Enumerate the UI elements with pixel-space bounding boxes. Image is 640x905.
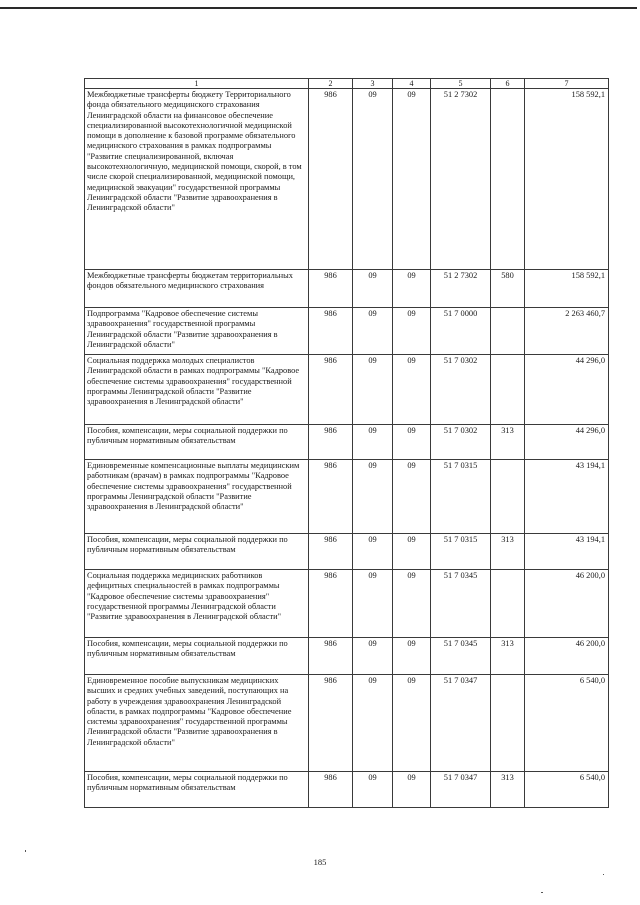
header-cell: 7 bbox=[525, 79, 609, 89]
table-header-row bbox=[85, 79, 609, 89]
expense-type-cell bbox=[491, 460, 525, 534]
section-cell: 09 bbox=[353, 308, 393, 355]
code-cell: 986 bbox=[309, 89, 353, 270]
code-cell: 986 bbox=[309, 534, 353, 570]
table-row bbox=[85, 675, 609, 772]
subsection-cell: 09 bbox=[393, 772, 431, 808]
amount-cell: 44 296,0 bbox=[525, 355, 609, 425]
section-cell: 09 bbox=[353, 534, 393, 570]
row-name-cell: Социальная поддержка молодых специалистов Ленинградской области в рамках подпрограммы "Кадровое обеспечение системы здравоохранения" государственной программы Ленинградской области "Развитие здравоохранения в Ленинградской области" bbox=[85, 355, 309, 425]
target-article-cell: 51 2 7302 bbox=[431, 89, 491, 270]
top-rule bbox=[0, 7, 637, 9]
row-name-cell: Межбюджетные трансферты бюджету Территориального фонда обязательного медицинского страхования Ленинградской области на финансовое обеспечение специализированной высокотехнологичной медицинской помощи в дополнение к базовой программе обязательного медицинского страхования в рамках подпрограммы "Развитие специализированной, включая высокотехнологичную, медицинской помощи, скорой, в том числе скорой специализированной, медицинской помощи, медицинской эвакуации" государственной программы Ленинградской области "Развитие здравоохранения в Ленинградской области" bbox=[85, 89, 309, 270]
section-cell: 09 bbox=[353, 355, 393, 425]
subsection-cell: 09 bbox=[393, 460, 431, 534]
code-cell: 986 bbox=[309, 355, 353, 425]
amount-cell: 46 200,0 bbox=[525, 570, 609, 638]
amount-cell: 6 540,0 bbox=[525, 675, 609, 772]
amount-cell: 6 540,0 bbox=[525, 772, 609, 808]
code-cell: 986 bbox=[309, 772, 353, 808]
section-cell: 09 bbox=[353, 772, 393, 808]
header-cell: 4 bbox=[393, 79, 431, 89]
table-row bbox=[85, 308, 609, 355]
expense-type-cell: 313 bbox=[491, 772, 525, 808]
amount-cell: 43 194,1 bbox=[525, 460, 609, 534]
target-article-cell: 51 7 0000 bbox=[431, 308, 491, 355]
code-cell: 986 bbox=[309, 425, 353, 460]
expense-type-cell: 580 bbox=[491, 270, 525, 308]
code-cell: 986 bbox=[309, 308, 353, 355]
code-cell: 986 bbox=[309, 675, 353, 772]
row-name-cell: Социальная поддержка медицинских работников дефицитных специальностей в рамках подпрограммы "Кадровое обеспечение системы здравоохранения" государственной программы Ленинградской области "Развитие здравоохранения в Ленинградской области" bbox=[85, 570, 309, 638]
subsection-cell: 09 bbox=[393, 355, 431, 425]
table-row bbox=[85, 570, 609, 638]
amount-cell: 2 263 460,7 bbox=[525, 308, 609, 355]
expense-type-cell: 313 bbox=[491, 425, 525, 460]
row-name-cell: Единовременные компенсационные выплаты медицинским работникам (врачам) в рамках подпрограммы "Кадровое обеспечение системы здравоохранения" государственной программы Ленинградской области "Развитие здравоохранения в Ленинградской области" bbox=[85, 460, 309, 534]
table-row bbox=[85, 355, 609, 425]
table-row bbox=[85, 460, 609, 534]
subsection-cell: 09 bbox=[393, 570, 431, 638]
header-cell: 6 bbox=[491, 79, 525, 89]
row-name-cell: Пособия, компенсации, меры социальной поддержки по публичным нормативным обязательствам bbox=[85, 534, 309, 570]
section-cell: 09 bbox=[353, 89, 393, 270]
expense-type-cell bbox=[491, 89, 525, 270]
header-cell: 3 bbox=[353, 79, 393, 89]
table-row bbox=[85, 772, 609, 808]
code-cell: 986 bbox=[309, 638, 353, 675]
section-cell: 09 bbox=[353, 638, 393, 675]
subsection-cell: 09 bbox=[393, 270, 431, 308]
table-row bbox=[85, 425, 609, 460]
amount-cell: 46 200,0 bbox=[525, 638, 609, 675]
table-row bbox=[85, 89, 609, 270]
expense-type-cell: 313 bbox=[491, 534, 525, 570]
section-cell: 09 bbox=[353, 570, 393, 638]
target-article-cell: 51 7 0345 bbox=[431, 570, 491, 638]
row-name-cell: Пособия, компенсации, меры социальной поддержки по публичным нормативным обязательствам bbox=[85, 638, 309, 675]
target-article-cell: 51 2 7302 bbox=[431, 270, 491, 308]
expense-type-cell bbox=[491, 675, 525, 772]
section-cell: 09 bbox=[353, 425, 393, 460]
expense-type-cell bbox=[491, 570, 525, 638]
scan-speck bbox=[603, 874, 604, 875]
code-cell: 986 bbox=[309, 270, 353, 308]
target-article-cell: 51 7 0302 bbox=[431, 355, 491, 425]
subsection-cell: 09 bbox=[393, 534, 431, 570]
expense-type-cell bbox=[491, 308, 525, 355]
subsection-cell: 09 bbox=[393, 675, 431, 772]
row-name-cell: Пособия, компенсации, меры социальной поддержки по публичным нормативным обязательствам bbox=[85, 772, 309, 808]
target-article-cell: 51 7 0302 bbox=[431, 425, 491, 460]
target-article-cell: 51 7 0347 bbox=[431, 675, 491, 772]
row-name-cell: Пособия, компенсации, меры социальной поддержки по публичным нормативным обязательствам bbox=[85, 425, 309, 460]
code-cell: 986 bbox=[309, 570, 353, 638]
section-cell: 09 bbox=[353, 675, 393, 772]
subsection-cell: 09 bbox=[393, 308, 431, 355]
amount-cell: 44 296,0 bbox=[525, 425, 609, 460]
subsection-cell: 09 bbox=[393, 425, 431, 460]
table-row bbox=[85, 270, 609, 308]
scan-speck bbox=[541, 892, 543, 893]
target-article-cell: 51 7 0315 bbox=[431, 460, 491, 534]
row-name-cell: Подпрограмма "Кадровое обеспечение системы здравоохранения" государственной программы Ленинградской области "Развитие здравоохранения в Ленинградской области" bbox=[85, 308, 309, 355]
subsection-cell: 09 bbox=[393, 89, 431, 270]
subsection-cell: 09 bbox=[393, 638, 431, 675]
header-cell: 5 bbox=[431, 79, 491, 89]
table-row bbox=[85, 638, 609, 675]
table-row bbox=[85, 534, 609, 570]
amount-cell: 158 592,1 bbox=[525, 270, 609, 308]
section-cell: 09 bbox=[353, 460, 393, 534]
expense-type-cell: 313 bbox=[491, 638, 525, 675]
row-name-cell: Межбюджетные трансферты бюджетам территориальных фондов обязательного медицинского страхования bbox=[85, 270, 309, 308]
target-article-cell: 51 7 0315 bbox=[431, 534, 491, 570]
header-cell: 2 bbox=[309, 79, 353, 89]
target-article-cell: 51 7 0347 bbox=[431, 772, 491, 808]
expense-type-cell bbox=[491, 355, 525, 425]
target-article-cell: 51 7 0345 bbox=[431, 638, 491, 675]
section-cell: 09 bbox=[353, 270, 393, 308]
row-name-cell: Единовременное пособие выпускникам медицинских высших и средних учебных заведений, поступающих на работу в учреждения здравоохранения Ленинградской области, в рамках подпрограммы "Кадровое обеспечение системы здравоохранения" государственной программы Ленинградской области "Развитие здравоохранения в Ленинградской области" bbox=[85, 675, 309, 772]
amount-cell: 158 592,1 bbox=[525, 89, 609, 270]
amount-cell: 43 194,1 bbox=[525, 534, 609, 570]
page-number: 185 bbox=[313, 857, 327, 867]
scan-speck bbox=[25, 850, 26, 852]
budget-table bbox=[84, 78, 609, 808]
header-cell: 1 bbox=[85, 79, 309, 89]
code-cell: 986 bbox=[309, 460, 353, 534]
